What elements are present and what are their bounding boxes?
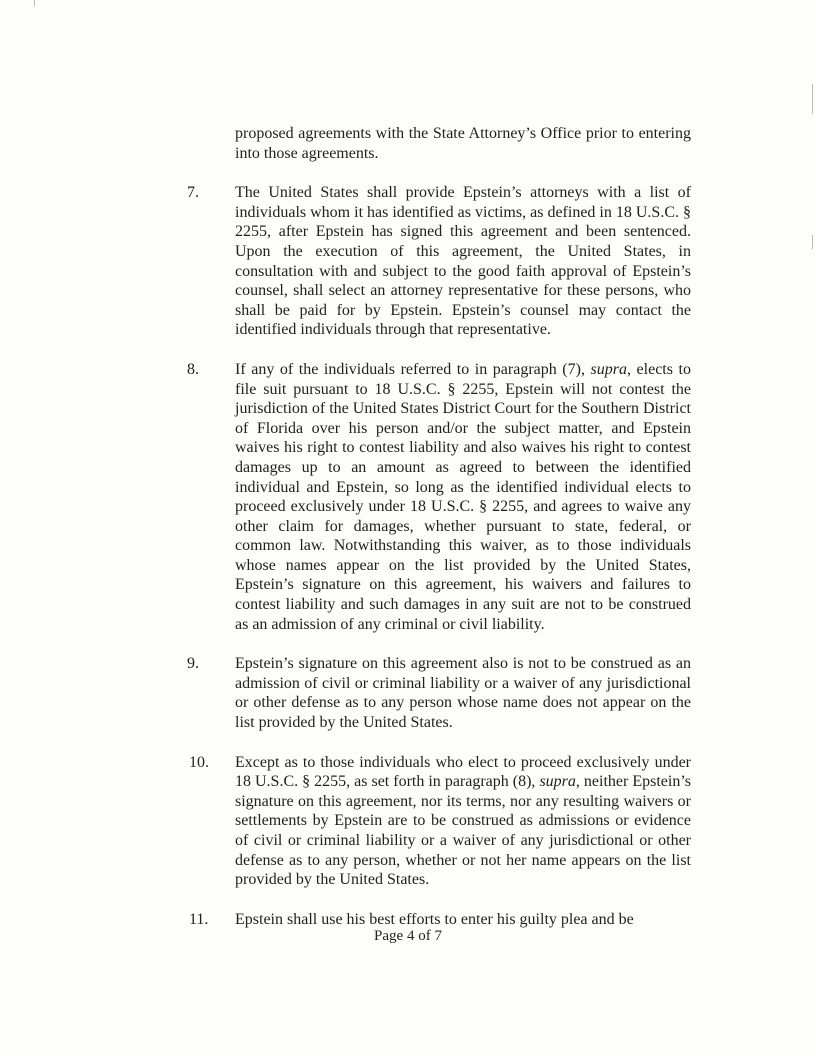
paragraph-number: 8.: [187, 360, 199, 378]
paragraph-text-segment: , elects to file suit pursuant to 18 U.S.C. § 2255, Epstein will not contest the jurisdiction of the United States District Court for the Southern District of Florida over his person and/or the subject matter, and Epstein waives his right to contest liability and also waives his right to contest damages up to an amount as agreed to between the identified individual and Epstein, so long as the identified individual elects to proceed exclusively under 18 U.S.C. § 2255, and agrees to waive any other claim for damages, whether pursuant to state, federal, or common law. Notwithstanding this waiver, as to those individuals whose names appear on the list provided by the United States, Epstein’s signature on this agreement, his waivers and failures to contest liability and such damages in any suit are not to be construed as an admission of any criminal or civil liability.: [235, 360, 691, 633]
paragraph-7: [187, 183, 691, 340]
paragraph-text: Epstein’s signature on this agreement also is not to be construed as an admission of civil or criminal liability or a waiver of any jurisdictional or other defense as to any person whose name does not appear on the list provided by the United States.: [235, 655, 691, 732]
paragraph-text: The United States shall provide Epstein’s attorneys with a list of individuals whom it has identified as victims, as defined in 18 U.S.C. § 2255, after Epstein has signed this agreement and been sentenced. Upon the execution of this agreement, the United States, in consultation with and subject to the good faith approval of Epstein’s counsel, shall select an attorney representative for these persons, who shall be paid for by Epstein. Epstein’s counsel may contact the identified individuals through that representative.: [235, 184, 691, 339]
paragraph-text-segment: If any of the individuals referred to in paragraph (7),: [235, 360, 591, 378]
paragraph-text: Epstein shall use his best efforts to enter his guilty plea and be: [235, 910, 634, 928]
paragraph-text-segment: Except as to those individuals who elect to proceed exclusively under 18 U.S.C. § 2255, as set forth in paragraph (8),: [235, 753, 691, 791]
document-body: [187, 124, 691, 949]
paragraph-continuation: [187, 124, 691, 163]
italic-citation: supra: [590, 360, 627, 378]
paragraph-text: proposed agreements with the State Attorney’s Office prior to entering into those agreements.: [235, 125, 691, 162]
paragraph-number: 7.: [187, 184, 199, 202]
paragraph-number: 9.: [187, 655, 199, 673]
paragraph-number: 10.: [189, 753, 209, 771]
paragraph-text: [235, 361, 691, 633]
paragraph-11: [187, 910, 691, 930]
paragraph-text: [235, 754, 691, 889]
scan-artifact: [812, 84, 813, 114]
scan-artifact: [812, 235, 813, 249]
paragraph-text-segment: , neither Epstein’s signature on this agreement, nor its terms, nor any resulting waivers or settlements by Epstein are to be construed as admissions or evidence of civil or criminal liability or a waiver of any jurisdictional or other defense as to any person, whether or not her name appears on the list provided by the United States.: [235, 773, 692, 889]
paragraph-8: [187, 360, 691, 634]
paragraph-9: [187, 654, 691, 732]
scan-artifact: [34, 0, 35, 6]
italic-citation: supra: [539, 773, 576, 791]
paragraph-10: [187, 753, 691, 890]
page-footer: Page 4 of 7: [374, 928, 442, 944]
paragraph-number: 11.: [189, 910, 209, 928]
